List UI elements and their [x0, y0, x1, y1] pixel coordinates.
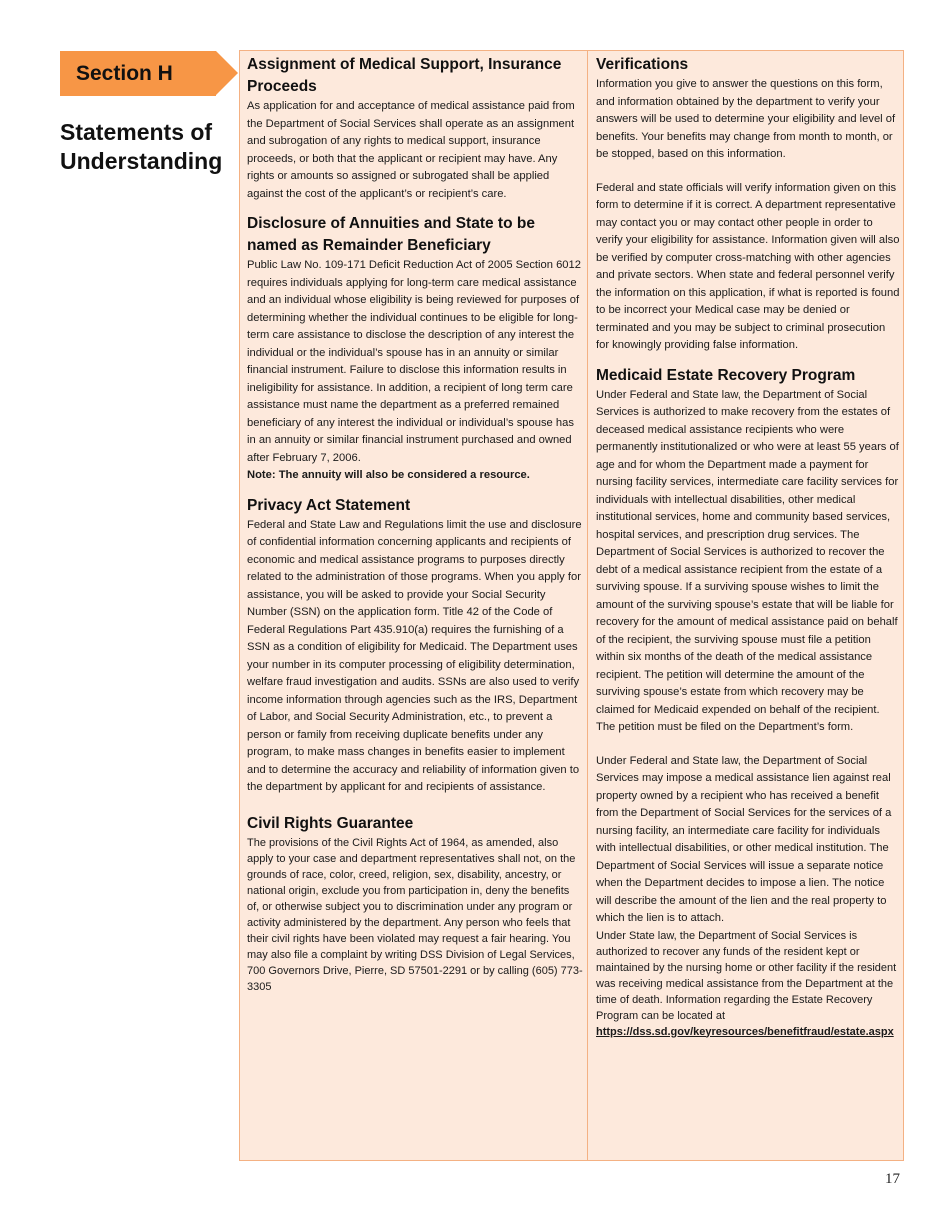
page-number: 17	[885, 1171, 900, 1187]
assignment-body: As application for and acceptance of medical assistance paid from the Department of Social Services shall operate as an assignment and subrogation of any rights to medical support, insurance proceeds, or both that the applicant or recipient may have. Any rights or amounts so assigned or subrogated shall be applied against the cost of the applicant’s or recipient’s care.	[247, 100, 575, 200]
estate-recovery-link[interactable]: https://dss.sd.gov/keyresources/benefitfraud/estate.aspx	[596, 1025, 894, 1038]
column-divider	[587, 50, 588, 1161]
privacy-body-1: Federal and State Law and Regulations limit the use and disclosure of confidential information concerning applicants and recipients of economic and medical assistance programs to purposes directly related to the administration of those programs. When you apply for assistance, you will be asked to provide your Social Security Number (SSN) on the application form. Title 42 of the Code of	[247, 518, 582, 618]
privacy-heading: Privacy Act Statement	[247, 496, 411, 514]
annuities-heading: Disclosure of Annuities and State to be named as Remainder Beneficiary	[247, 215, 535, 254]
right-column	[596, 54, 901, 1040]
annuities-body: Public Law No. 109-171 Deficit Reduction Act of 2005 Section 6012 requires individuals applying for long-term care medical assistance and an individual whose eligibility is being reviewed for purposes of determining whether the individual continues to be eligible for long-term care assistance to disclose the description of any interest the individual or the individual’s spouse has in an annuity or similar financial instrument. Failure to disclose this information results in ineligibility for assistance. In addition, a recipient of long term care assistance must name the department as a preferred remained beneficiary of any interest the individual or individual’s spouse has in an annuity or similar financial instrument purchased and owned after February 7, 2006.	[247, 259, 581, 464]
estate-recovery-body-3: Under State law, the Department of Social Services is authorized to recover any funds of the resident kept or maintained by the nursing home or other facility if the resident was receiving medical assistance from the Department at the time of death. Information regarding the Estate Recovery Program can be located at	[596, 929, 897, 1022]
estate-recovery-body-2: Under Federal and State law, the Department of Social Services may impose a medical assistance lien against real property owned by a recipient who has received a benefit from the Department of Social Services for the services of a nursing facility, an intermediate care facility for individuals with intellectual disabilities, or other medical institution. The Department of Social Services will issue a separate notice when the Department decides to impose a lien. The notice will describe the amount of the lien and the real property to which the lien is to attach.	[596, 754, 892, 924]
civil-rights-body: The provisions of the Civil Rights Act of 1964, as amended, also apply to your case and department representatives shall not, on the grounds of race, color, creed, religion, sex, disability, ancestry, or national origin, exclude you from participation in, deny the benefits of, or otherwise subject you to discrimination under any program or activity administered by the department. Any person who feels that their civil rights have been violated may request a fair hearing. You may also file a complaint by writing DSS Division of Legal Services, 700 Governors Drive, Pierre, SD 57501-2291 or by calling (605) 773-3305	[247, 836, 583, 993]
page-title: Statements of Understanding	[60, 119, 223, 174]
civil-rights-heading: Civil Rights Guarantee	[247, 814, 414, 832]
verifications-body-1: Information you give to answer the questions on this form, and information obtained by the department to verify your answers will be used to determine your eligibility and level of benefits. Your benefits may change from month to month, or be stopped, based on this information.	[596, 78, 896, 160]
verifications-body-2: Federal and state officials will verify information given on this form to determine if it is correct. A department representative may contact you or may contact other people in order to verify your eligibility for assistance. Information given will also be verified by computer cross-matching with other agencies and private sectors. When state and federal personnel verify the information on this application, if what is reported is found to be incorrect your Medical case may be denied or terminated and you may be subject to criminal prosecution for knowingly providing false information.	[596, 181, 900, 351]
estate-recovery-heading: Medicaid Estate Recovery Program	[596, 366, 856, 384]
annuities-note: Note: The annuity will also be considered a resource.	[247, 469, 530, 481]
section-tab	[60, 51, 216, 96]
privacy-body-2: Federal Regulations Part 435.910(a) requires the furnishing of a SSN as a condition of eligibility for Medicaid. The Department uses your number in its computer processing of eligibility determination, welfare fraud investigation and audits. SSNs are also used to verify income information through agencies such as the IRS, Department of Labor, and Social Security Administration, etc., to prevent a person or family from receiving duplicate benefits under any program, to make mass changes in benefits easier to implement and to determine the accuracy and reliability of information given to the department by applicant for and recipients of assistance.	[247, 623, 580, 793]
section-label: Section H	[76, 61, 173, 85]
assignment-heading: Assignment of Medical Support, Insurance Proceeds	[247, 56, 562, 95]
estate-recovery-body-1: Under Federal and State law, the Department of Social Services is authorized to make recovery from the estates of deceased medical assistance recipients who were permanently institutionalized or who were at least 55 years of age and for whom the Department made a payment for nursing facility services, intermediate care facility services for individuals with intellectual disabilities, other medical institutional services, home and community based services, hospital services, and prescription drug services. The Department of Social Services is authorized to recover the debt of a medical assistance recipient from the estate of a surviving spouse. If a surviving spouse wishes to limit the amount of the surviving spouse’s estate that will be liable for recovery for the amount of medical assistance paid on behalf of the recipient, the surviving spouse must file a petition within six months of the death of the medical assistance recipient. The petition will determine the amount of the surviving spouse’s estate from which recovery may be claimed for Medicaid expended on behalf of the recipient. The petition must be filed on the Department’s form.	[596, 388, 899, 733]
verifications-heading: Verifications	[596, 56, 689, 73]
left-column	[247, 54, 584, 995]
